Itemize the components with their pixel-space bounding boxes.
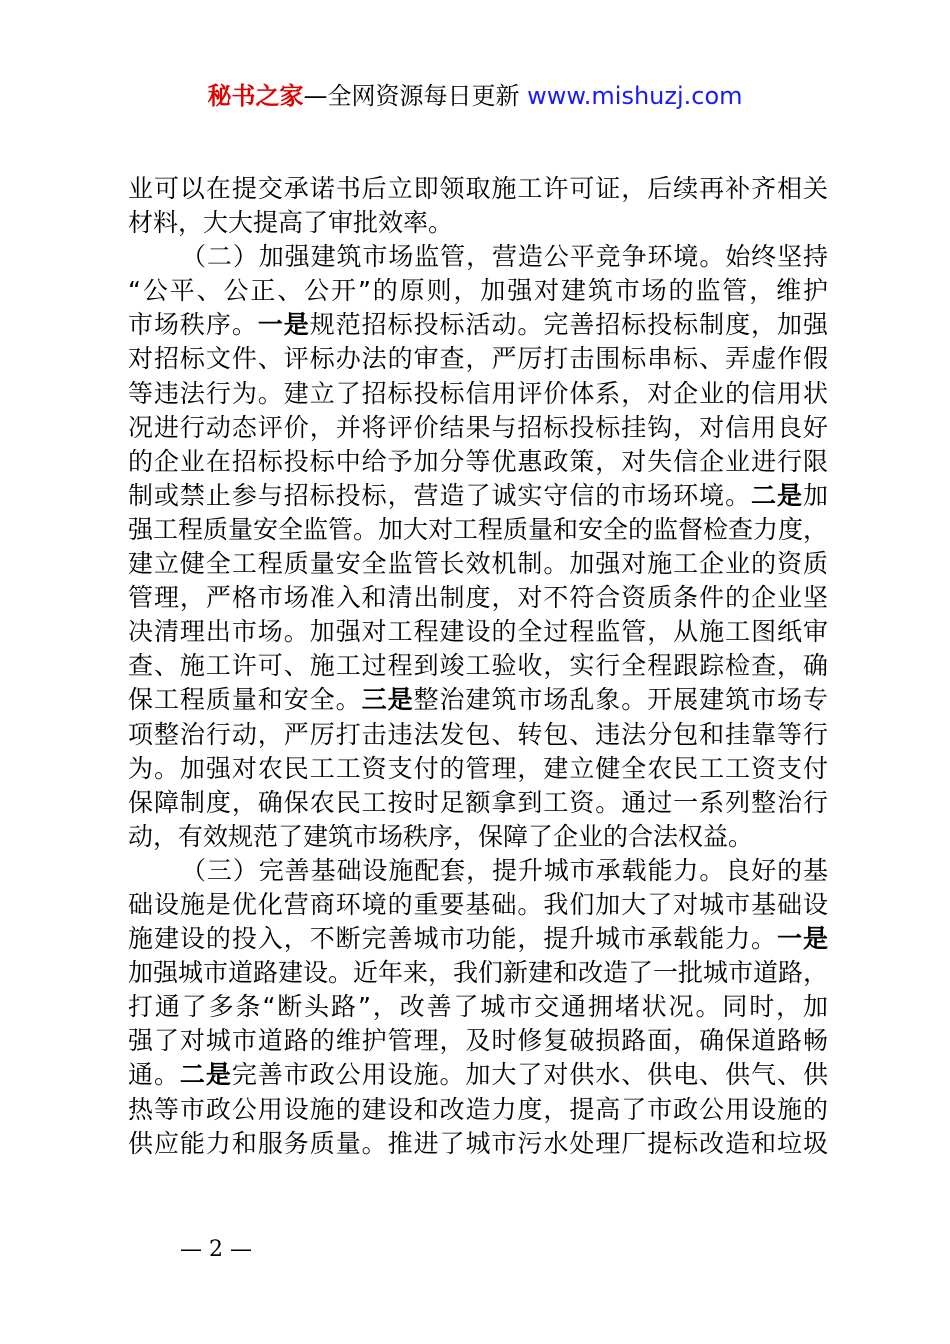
bold-marker: 一是	[777, 924, 828, 954]
text-line	[128, 581, 828, 615]
text-run: 强了对城市道路的维护管理，及时修复破损路面，确保道路畅	[128, 1026, 828, 1056]
text-run: 整治建筑市场乱象。开展建筑市场专	[413, 685, 828, 715]
text-run: 为。加强对农民工工资支付的管理，建立健全农民工工资支付	[128, 753, 828, 783]
text-run: 管理，严格市场准入和清出制度，对不符合资质条件的企业坚	[128, 583, 828, 613]
text-run: 建立健全工程质量安全监管长效机制。加强对施工企业的资质	[128, 549, 828, 579]
text-run: 加强城市道路建设。近年来，我们新建和改造了一批城市道路，	[128, 958, 829, 988]
document-body	[128, 172, 828, 1161]
text-line	[128, 172, 828, 206]
bold-marker: 一是	[257, 310, 310, 340]
text-run: 加	[802, 480, 828, 510]
bold-marker: 二是	[751, 480, 803, 510]
text-run: 保工程质量和安全。	[128, 685, 362, 715]
bold-marker: 三是	[361, 685, 414, 715]
text-line	[128, 820, 828, 854]
text-run: 材料，大大提高了审批效率。	[128, 208, 454, 238]
text-line	[128, 411, 828, 445]
site-header	[0, 80, 950, 112]
text-run: （二）加强建筑市场监管，营造公平竞争环境。始终坚持	[181, 242, 828, 272]
text-run: 供应能力和服务质量。推进了城市污水处理厂提标改造和垃圾	[128, 1128, 828, 1158]
text-run: 完善市政公用设施。加大了对供水、供电、供气、供	[231, 1060, 828, 1090]
text-run: 施建设的投入，不断完善城市功能，提升城市承载能力。	[128, 924, 778, 954]
text-run: 对招标文件、评标办法的审查，严厉打击围标串标、弄虚作假	[128, 344, 828, 374]
text-run: 况进行动态评价，并将评价结果与招标投标挂钩，对信用良好	[128, 412, 828, 442]
text-run: 业可以在提交承诺书后立即领取施工许可证，后续再补齐相关	[128, 174, 828, 203]
text-run: 制或禁止参与招标投标，营造了诚实守信的市场环境。	[128, 480, 752, 510]
site-brand: 秘书之家	[207, 82, 304, 110]
text-line	[128, 718, 828, 752]
text-run: 动，有效规范了建筑市场秩序，保障了企业的合法权益。	[128, 821, 754, 851]
text-line	[128, 649, 828, 683]
page-number: — 2 —	[180, 1237, 252, 1262]
text-run: 保障制度，确保农民工按时足额拿到工资。通过一系列整治行	[128, 787, 828, 817]
site-url[interactable]: www.mishuzj.com	[527, 82, 743, 110]
text-run: “公平、公正、公开”的原则，加强对建筑市场的监管，维护	[128, 276, 828, 306]
site-tagline: —全网资源每日更新	[303, 82, 528, 110]
text-run: 础设施是优化营商环境的重要基础。我们加大了对城市基础设	[128, 889, 828, 919]
text-line	[128, 513, 828, 547]
text-line	[128, 922, 828, 956]
text-line	[128, 274, 828, 308]
text-run: 强工程质量安全监管。加大对工程质量和安全的监督检查力度，	[128, 514, 829, 544]
text-run: 项整治行动，严厉打击违法发包、转包、违法分包和挂靠等行	[128, 719, 828, 749]
text-run: 打通了多条“断头路”，改善了城市交通拥堵状况。同时，加	[128, 992, 828, 1022]
text-line	[128, 1093, 828, 1127]
text-run: 的企业在招标投标中给予加分等优惠政策，对失信企业进行限	[128, 446, 828, 476]
text-line	[128, 342, 828, 376]
text-line	[128, 1024, 828, 1058]
text-line	[128, 377, 828, 411]
text-line	[128, 1127, 828, 1161]
text-run: 规范招标投标活动。完善招标投标制度，加强	[309, 310, 828, 340]
text-line	[128, 206, 828, 240]
text-line	[128, 445, 828, 479]
text-run: 等违法行为。建立了招标投标信用评价体系，对企业的信用状	[128, 378, 828, 408]
text-line	[128, 854, 828, 888]
text-run: 查、施工许可、施工过程到竣工验收，实行全程跟踪检查，确	[128, 651, 828, 681]
text-line	[128, 752, 828, 786]
text-line	[128, 547, 828, 581]
text-line	[128, 479, 828, 513]
text-line	[128, 990, 828, 1024]
bold-marker: 二是	[179, 1060, 232, 1090]
text-line	[128, 615, 828, 649]
text-run: 市场秩序。	[128, 310, 258, 340]
text-line	[128, 683, 828, 717]
text-line	[128, 956, 828, 990]
text-line	[128, 1058, 828, 1092]
text-line	[128, 786, 828, 820]
text-run: （三）完善基础设施配套，提升城市承载能力。良好的基	[181, 855, 828, 885]
text-line	[128, 240, 828, 274]
text-run: 通。	[128, 1060, 180, 1090]
text-run: 决清理出市场。加强对工程建设的全过程监管，从施工图纸审	[128, 617, 828, 647]
text-run: 热等市政公用设施的建设和改造力度，提高了市政公用设施的	[128, 1094, 828, 1124]
text-line	[128, 888, 828, 922]
text-line	[128, 308, 828, 342]
